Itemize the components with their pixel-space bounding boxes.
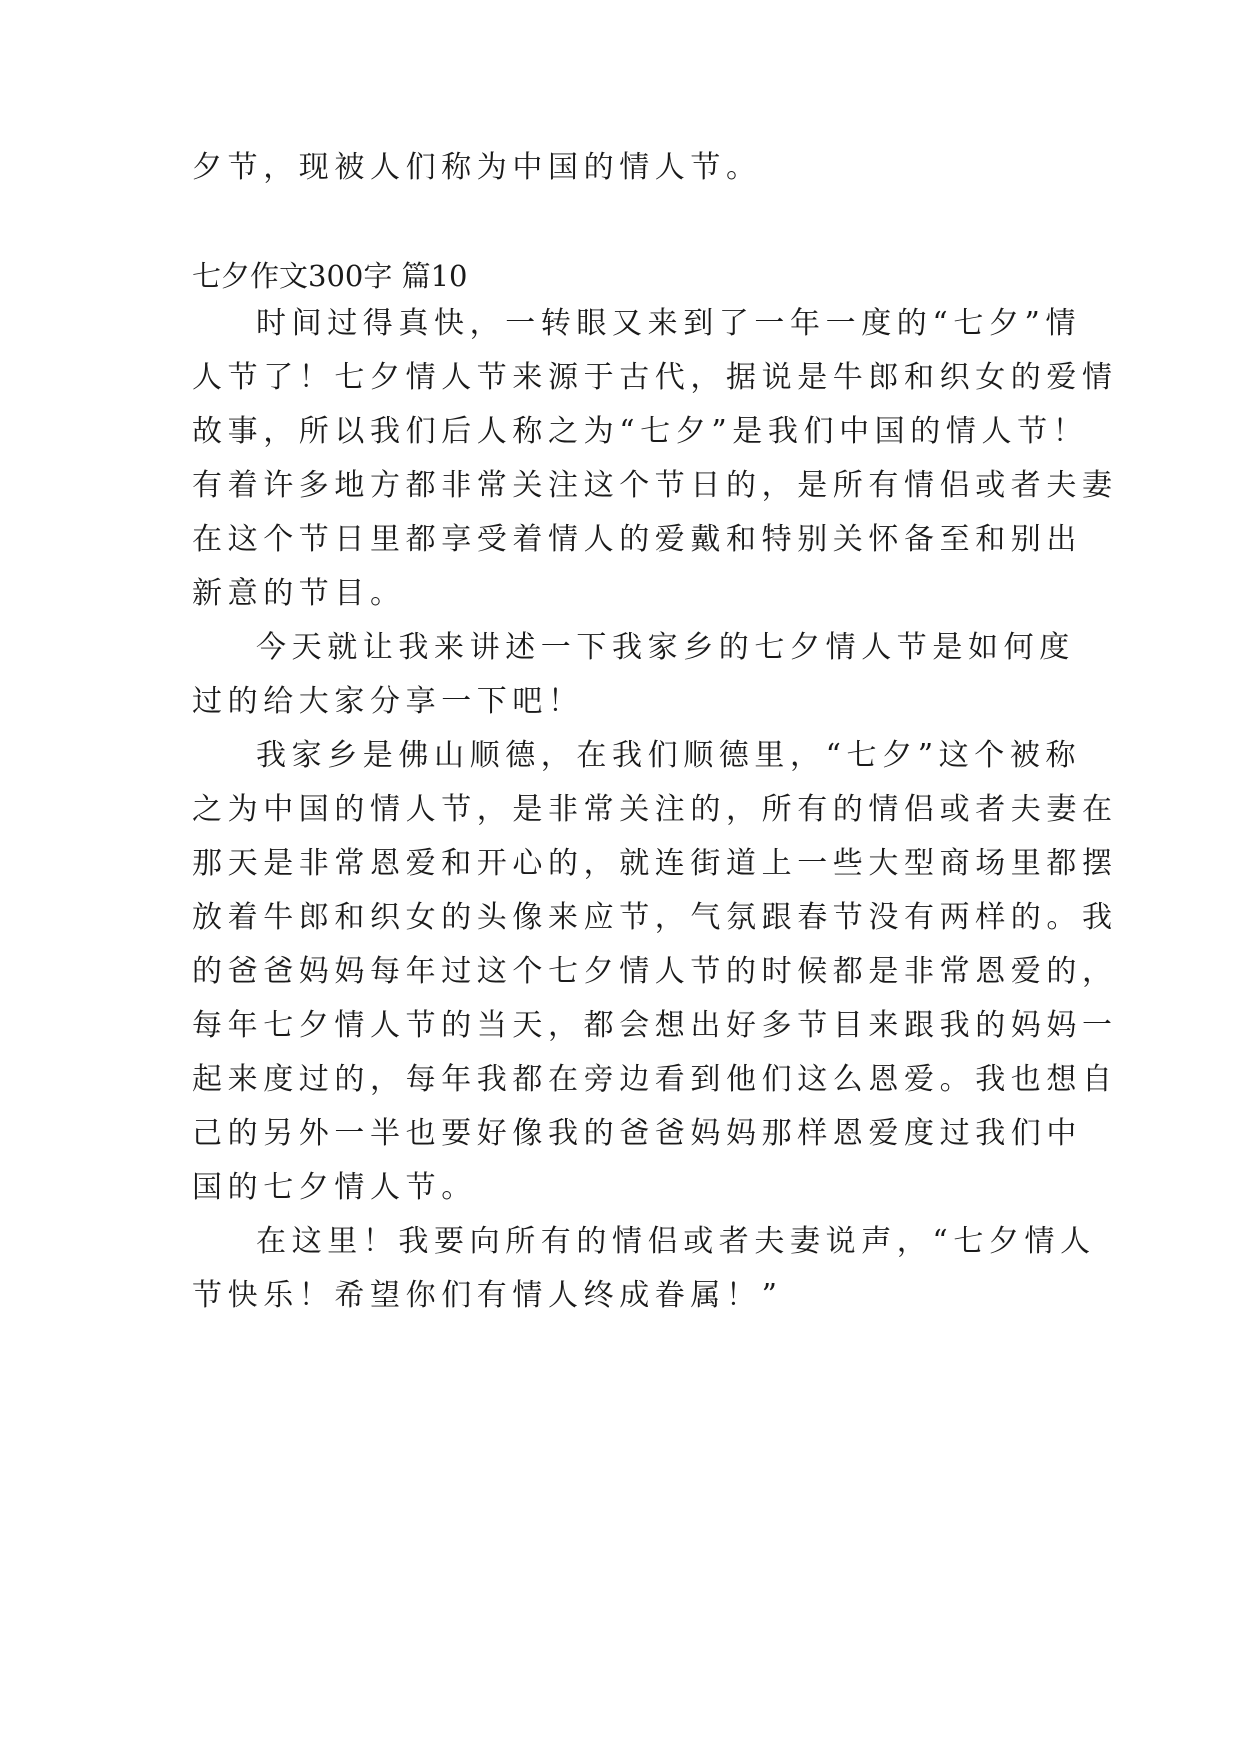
paragraph-line: 己的另外一半也要好像我的爸爸妈妈那样恩爱度过我们中 xyxy=(192,1116,1082,1151)
paragraph-line: 起来度过的，每年我都在旁边看到他们这么恩爱。我也想自 xyxy=(192,1062,1118,1097)
paragraph-line: 节快乐！希望你们有情人终成眷属！” xyxy=(192,1278,783,1313)
paragraph-line: 故事，所以我们后人称之为“七夕”是我们中国的情人节！ xyxy=(192,414,1089,449)
paragraph-line: 在这个节日里都享受着情人的爱戴和特别关怀备至和别出 xyxy=(192,522,1082,557)
paragraph-line: 今天就让我来讲述一下我家乡的七夕情人节是如何度 xyxy=(256,630,1075,665)
paragraph-line: 那天是非常恩爱和开心的，就连街道上一些大型商场里都摆 xyxy=(192,846,1118,881)
paragraph-line: 过的给大家分享一下吧！ xyxy=(192,684,584,719)
paragraph-line: 之为中国的情人节，是非常关注的，所有的情侣或者夫妻在 xyxy=(192,792,1118,827)
paragraph-line: 时间过得真快，一转眼又来到了一年一度的“七夕”情 xyxy=(256,306,1082,341)
paragraph-line: 人节了！七夕情人节来源于古代，据说是牛郎和织女的爱情 xyxy=(192,360,1118,395)
paragraph-line: 的爸爸妈妈每年过这个七夕情人节的时候都是非常恩爱的， xyxy=(192,954,1118,989)
paragraph-line: 在这里！我要向所有的情侣或者夫妻说声，“七夕情人 xyxy=(256,1224,1096,1259)
section-heading: 七夕作文300字 篇10 xyxy=(192,259,468,293)
paragraph-line: 国的七夕情人节。 xyxy=(192,1170,477,1205)
paragraph-line: 新意的节目。 xyxy=(192,576,406,611)
paragraph-line: 有着许多地方都非常关注这个节日的，是所有情侣或者夫妻 xyxy=(192,468,1118,503)
paragraph-line: 夕节，现被人们称为中国的情人节。 xyxy=(192,150,762,185)
paragraph-line: 每年七夕情人节的当天，都会想出好多节目来跟我的妈妈一 xyxy=(192,1008,1118,1043)
paragraph-line: 我家乡是佛山顺德，在我们顺德里，“七夕”这个被称 xyxy=(256,738,1082,773)
paragraph-line: 放着牛郎和织女的头像来应节，气氛跟春节没有两样的。我 xyxy=(192,900,1118,935)
